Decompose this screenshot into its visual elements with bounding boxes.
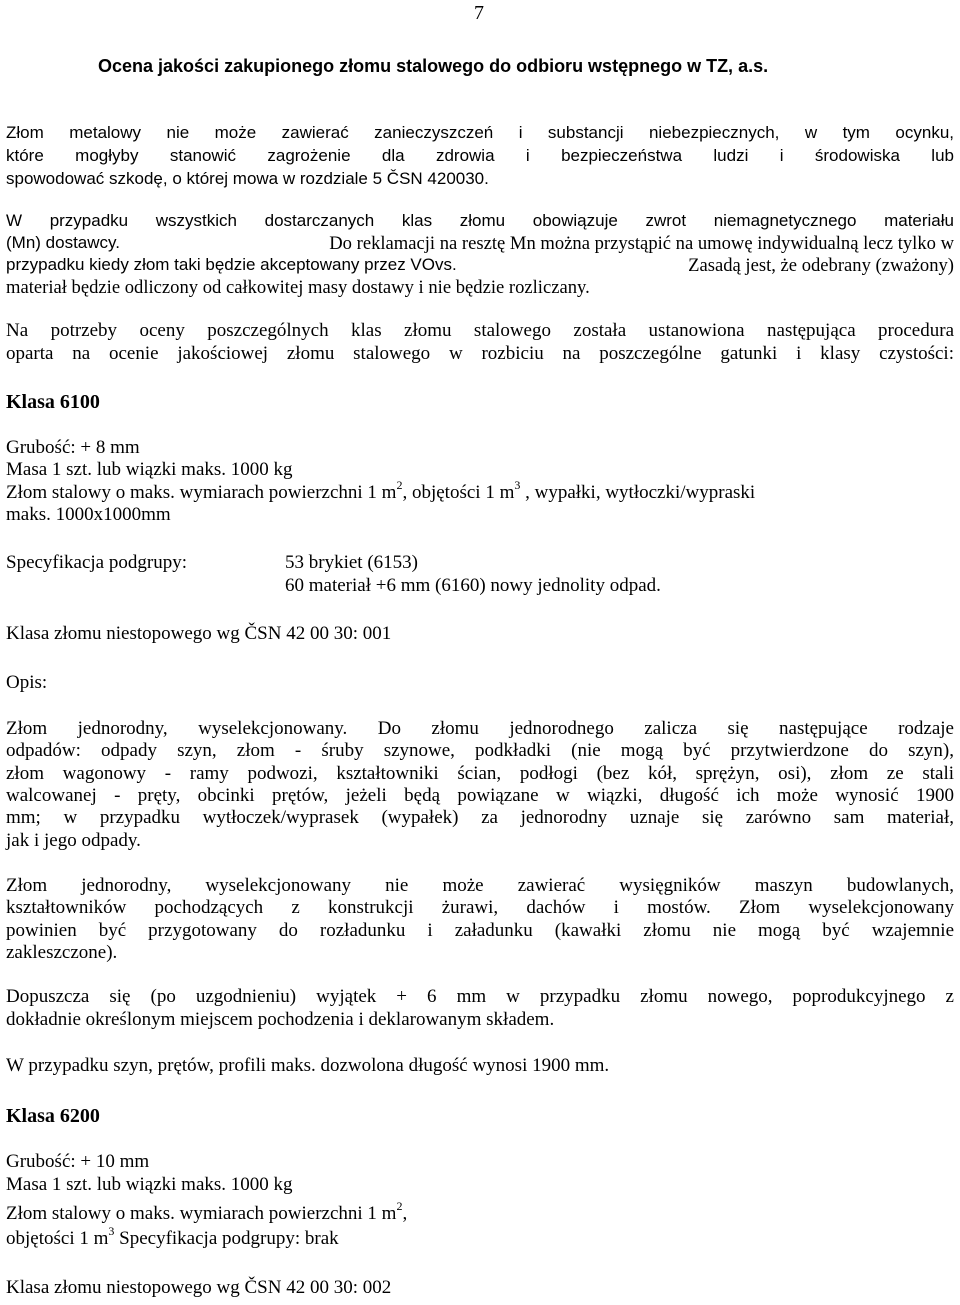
klasa-6100-wymiary: [6, 477, 756, 504]
klasa-6200-wymiary-a: Złom stalowy o maks. wymiarach powierzchni 1 m: [6, 1203, 397, 1224]
klasa-6200-wymiary: [6, 1198, 408, 1225]
klasa-6200-objetosc-b: Specyfikacja podgrupy: brak: [114, 1228, 339, 1249]
klasa-6200-sup-2: 2: [396, 1198, 403, 1213]
intro-p2-line-2a: (Mn) dostawcy.: [6, 233, 120, 252]
klasa-6100-wymiary-a: Złom stalowy o maks. wymiarach powierzchni 1 m: [6, 482, 397, 503]
klasa-6100-niestop: Klasa złomu niestopowego wg ČSN 42 00 30: 001: [6, 623, 392, 644]
klasa-6200-grubosc: Grubość: + 10 mm: [6, 1151, 150, 1172]
intro-p2-line-3: [6, 255, 954, 277]
klasa-6100-desc1-line-1: Złom jednorodny, wyselekcjonowany. Do złomu jednorodnego zalicza się następujące rodzaje: [6, 718, 954, 739]
klasa-6100-desc3-line-2: dokładnie określonym miejscem pochodzenia i deklarowanym składem.: [6, 1009, 555, 1030]
intro-p1-line-3: spowodować szkodę, o której mowa w rozdziale 5 ČSN 420030.: [6, 169, 489, 188]
klasa-6100-spec-2: 60 materiał +6 mm (6160) nowy jednolity odpad.: [285, 575, 661, 596]
klasa-6100-desc2-line-4: zakleszczone).: [6, 942, 118, 963]
klasa-6200-sup-3: 3: [108, 1223, 115, 1238]
klasa-6100-desc3-line-1: Dopuszcza się (po uzgodnieniu) wyjątek + 6 mm w przypadku złomu nowego, poprodukcyjnego z: [6, 986, 954, 1007]
klasa-6100-desc2-line-2: kształtowników pochodzących z konstrukcji żurawi, dachów i mostów. Złom wyselekcjonowany: [6, 897, 954, 918]
klasa-6100-heading: Klasa 6100: [6, 391, 100, 413]
intro-p2-line-3b: Zasadą jest, że odebrany (zważony): [688, 255, 954, 276]
klasa-6200-masa: Masa 1 szt. lub wiązki maks. 1000 kg: [6, 1174, 293, 1195]
klasa-6100-spec-1: 53 brykiet (6153): [285, 552, 418, 573]
klasa-6100-spec-label: Specyfikacja podgrupy:: [6, 552, 187, 573]
klasa-6100-grubosc: Grubość: + 8 mm: [6, 437, 140, 458]
klasa-6200-heading: Klasa 6200: [6, 1105, 100, 1127]
page-title: Ocena jakości zakupionego złomu stalowego do odbioru wstępnego w TZ, a.s.: [98, 56, 769, 76]
intro-p2-line-2: [6, 233, 954, 255]
klasa-6100-desc1-line-5: mm; w przypadku wytłoczek/wyprasek (wypałek) za jednorodny uznaje się zarówno sam materiał,: [6, 807, 954, 828]
klasa-6100-desc1-line-2: odpadów: odpady szyn, złom - śruby szynowe, podkładki (nie mogą być przytwierdzone do szyn),: [6, 740, 954, 761]
klasa-6100-wymiary-b: , objętości 1 m: [402, 482, 515, 503]
page-number: 7: [474, 2, 484, 24]
intro-p2-line-3a: przypadku kiedy złom taki będzie akceptowany przez VOvs.: [6, 255, 457, 274]
intro-p1-line-2: które mogłyby stanowić zagrożenie dla zdrowia i bezpieczeństwa ludzi i środowiska lub: [6, 146, 954, 165]
klasa-6100-opis: Opis:: [6, 672, 48, 693]
klasa-6100-desc1-line-3: złom wagonowy - ramy podwozi, kształtowniki ścian, podłogi (bez kół, sprężyn, osi), złom ze stali: [6, 763, 954, 784]
klasa-6100-sup-2: 2: [396, 477, 403, 492]
klasa-6100-masa: Masa 1 szt. lub wiązki maks. 1000 kg: [6, 459, 293, 480]
klasa-6100-wymiary-d: maks. 1000x1000mm: [6, 504, 171, 525]
intro-p3-line-1: Na potrzeby oceny poszczególnych klas złomu stalowego została ustanowiona następująca procedura: [6, 320, 954, 341]
klasa-6100-desc2-line-3: powinien być przygotowany do rozładunku i załadunku (kawałki złomu nie mogą być wzajemnie: [6, 920, 954, 941]
intro-p3-line-2: oparta na ocenie jakościowej złomu stalowego w rozbiciu na poszczególne gatunki i klasy czystości:: [6, 343, 954, 364]
klasa-6200-objetosc: [6, 1223, 339, 1250]
intro-p2-line-2b: Do reklamacji na resztę Mn można przystąpić na umowę indywidualną lecz tylko w: [329, 233, 954, 254]
klasa-6100-desc2-line-1: Złom jednorodny, wyselekcjonowany nie może zawierać wysięgników maszyn budowlanych,: [6, 875, 954, 896]
intro-p2-line-1: W przypadku wszystkich dostarczanych klas złomu obowiązuje zwrot niemagnetycznego materiału: [6, 211, 954, 230]
klasa-6100-desc4: W przypadku szyn, prętów, profili maks. dozwolona długość wynosi 1900 mm.: [6, 1055, 610, 1076]
klasa-6100-desc1-line-4: walcowanej - pręty, obcinki prętów, jeżeli będą powiązane w wiązki, długość ich może wynosić 1900: [6, 785, 954, 806]
klasa-6200-objetosc-a: objętości 1 m: [6, 1228, 109, 1249]
intro-p1-line-1: Złom metalowy nie może zawierać zanieczyszczeń i substancji niebezpiecznych, w tym ocynku,: [6, 123, 954, 142]
klasa-6100-desc1-line-6: jak i jego odpady.: [6, 830, 141, 851]
klasa-6100-sup-3: 3: [514, 477, 521, 492]
klasa-6200-wymiary-b: ,: [402, 1203, 408, 1224]
klasa-6100-wymiary-c: , wypałki, wytłoczki/wypraski: [520, 482, 756, 503]
klasa-6200-niestop: Klasa złomu niestopowego wg ČSN 42 00 30: 002: [6, 1277, 392, 1298]
intro-p2-line-4: materiał będzie odliczony od całkowitej masy dostawy i nie będzie rozliczany.: [6, 277, 590, 298]
